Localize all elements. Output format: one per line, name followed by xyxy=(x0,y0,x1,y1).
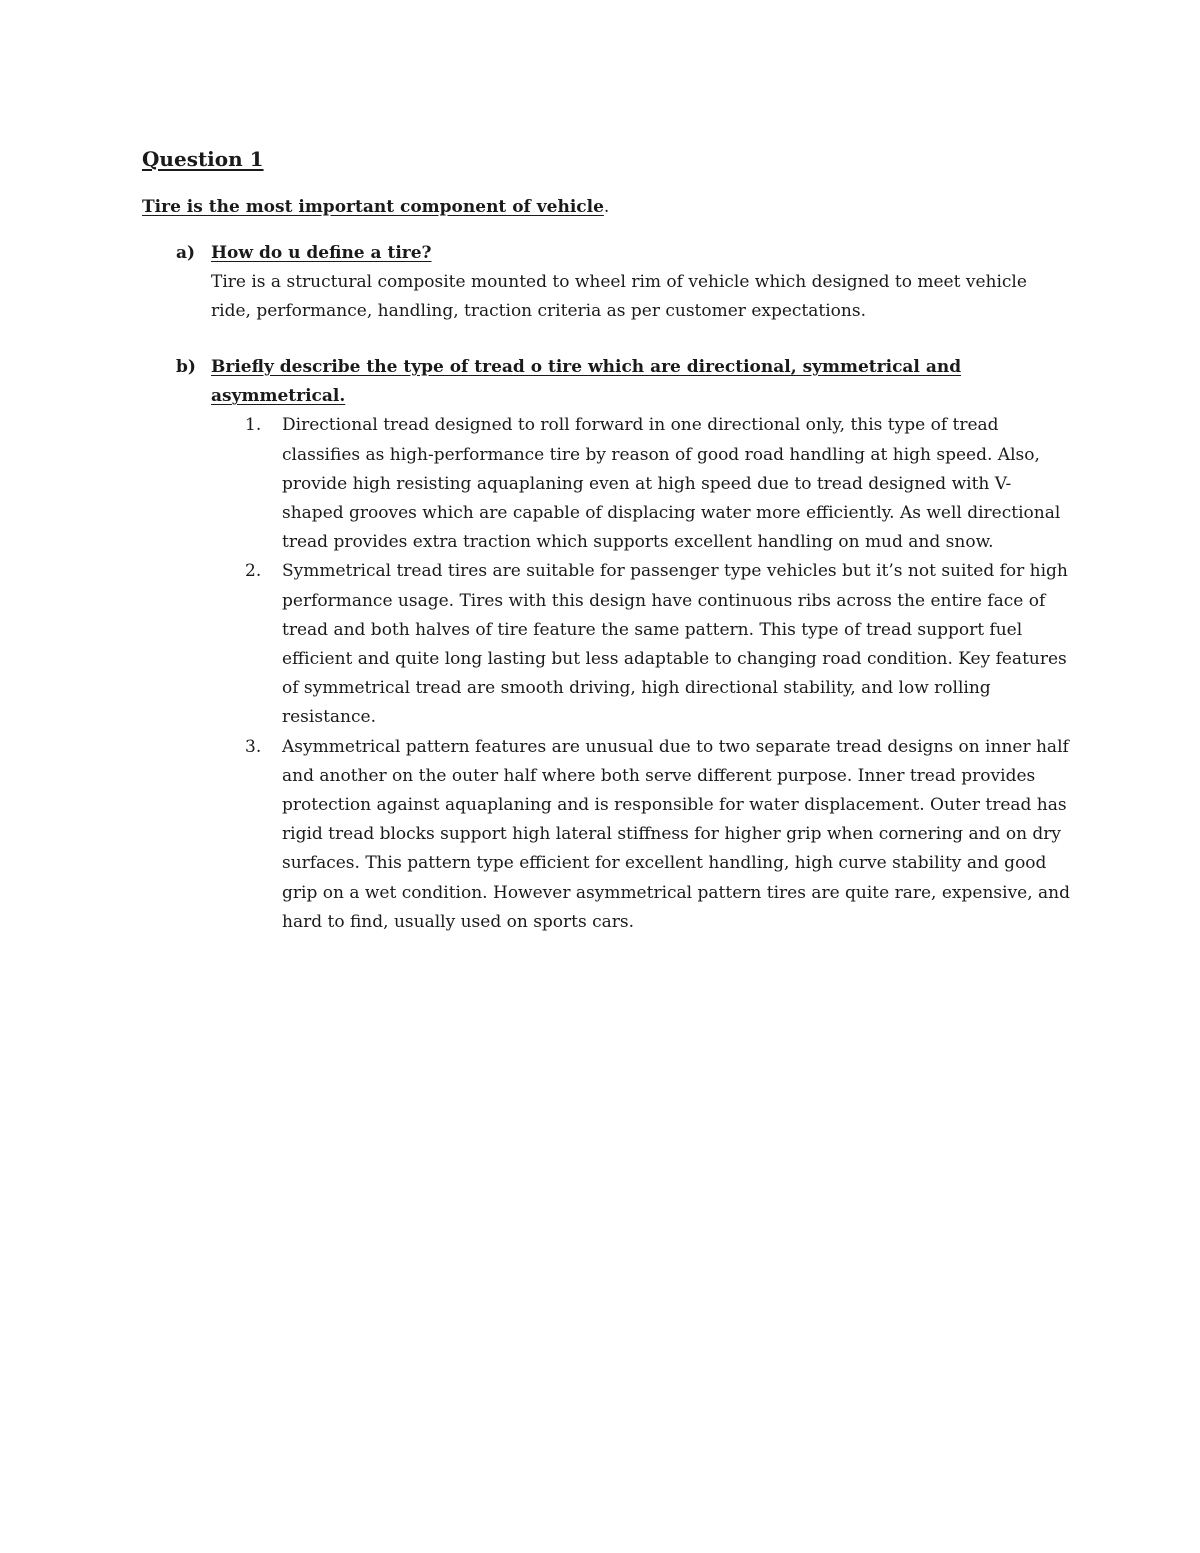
part-question: Briefly describe the type of tread o tire which are directional, symmetrical and asymmetrical. xyxy=(211,357,962,407)
list-item xyxy=(245,557,1072,732)
part-marker: a) xyxy=(176,243,196,263)
tread-type-list xyxy=(211,411,1071,937)
intro-statement: Tire is the most important component of vehicle xyxy=(142,197,604,217)
list-item-text: Symmetrical tread tires are suitable for passenger type vehicles but it’s not suited for high performance usage. Tires with this design have continuous ribs across the entire face of tread and both halves of tire feature the same pattern. This type of tread support fuel efficient and quite long lasting but less adaptable to changing road condition. Key features of symmetrical tread are smooth driving, high directional stability, and low rolling resistance. xyxy=(282,561,1068,728)
list-item-number: 2. xyxy=(245,561,262,582)
list-item-number: 1. xyxy=(245,415,262,436)
list-item-text: Asymmetrical pattern features are unusual due to two separate tread designs on inner half and another on the outer half where both serve different purpose. Inner tread provides protection against aquaplaning and is responsible for water displacement. Outer tread has rigid tread blocks support high lateral stiffness for higher grip when cornering and on dry surfaces. This pattern type efficient for excellent handling, high curve stability and good grip on a wet condition. However asymmetrical pattern tires are quite rare, expensive, and hard to find, usually used on sports cars. xyxy=(282,736,1071,932)
part-question: How do u define a tire? xyxy=(211,243,432,263)
part-answer: Tire is a structural composite mounted to wheel rim of vehicle which designed to meet vehicle ride, performance, handling, traction criteria as per customer expectations. xyxy=(211,272,1027,322)
part-b xyxy=(142,353,1082,937)
list-item-number: 3. xyxy=(245,736,262,757)
part-body xyxy=(211,239,1071,327)
part-body xyxy=(211,353,1071,937)
list-item xyxy=(245,733,1072,937)
part-marker: b) xyxy=(176,357,196,377)
list-item-text: Directional tread designed to roll forward in one directional only, this type of tread classifies as high-performance tire by reason of good road handling at high speed. Also, provide high resisting aquaplaning even at high speed due to tread designed with V-shaped grooves which are capable of displacing water more efficiently. As well directional tread provides extra traction which supports excellent handling on mud and snow. xyxy=(282,415,1061,553)
question-intro xyxy=(142,194,609,220)
part-a xyxy=(142,239,1082,327)
list-item xyxy=(245,411,1072,557)
intro-period: . xyxy=(603,197,610,217)
question-title: Question 1 xyxy=(142,147,264,171)
